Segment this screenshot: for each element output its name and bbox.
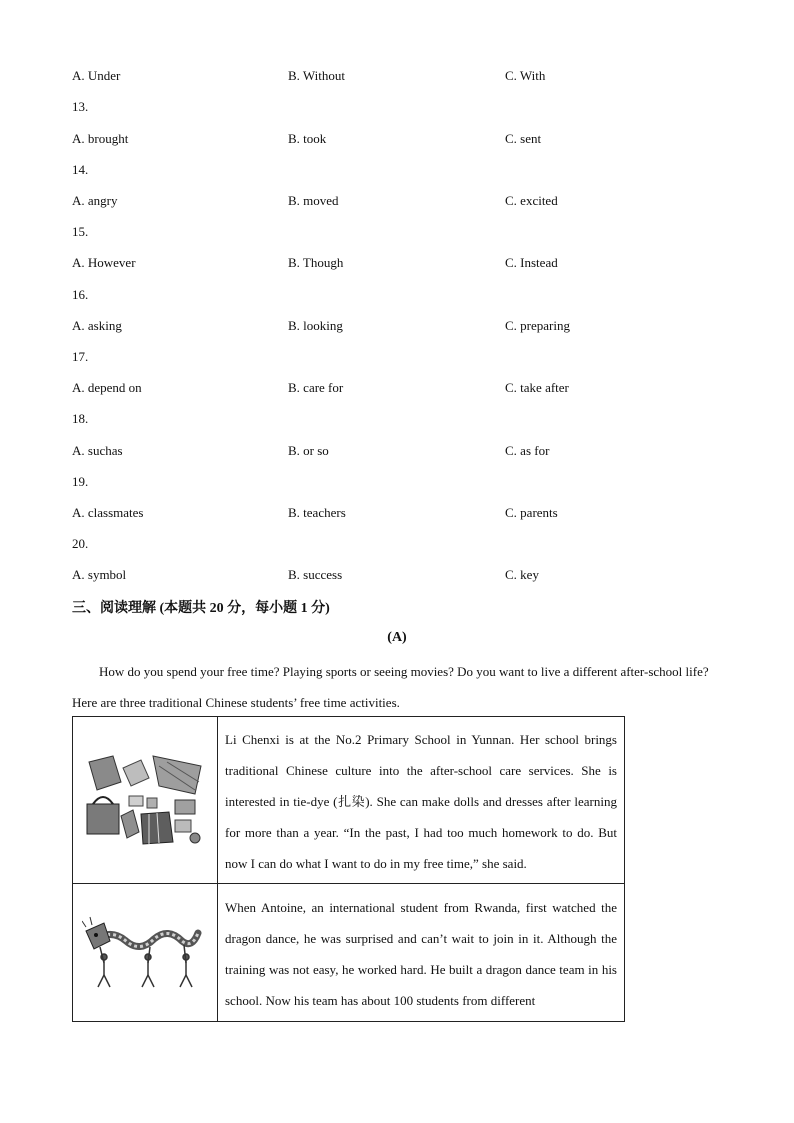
- option-b[interactable]: B. moved: [288, 193, 339, 208]
- question-number: 14.: [72, 162, 89, 177]
- option-a[interactable]: A. depend on: [72, 380, 142, 395]
- option-b[interactable]: B. care for: [288, 380, 344, 395]
- question-number: 18.: [72, 411, 89, 426]
- option-b[interactable]: B. Though: [288, 255, 344, 270]
- option-a[interactable]: A. classmates: [72, 505, 144, 520]
- option-a[interactable]: A. asking: [72, 318, 122, 333]
- passage-label: (A): [387, 630, 407, 645]
- table-row: [73, 717, 625, 884]
- passage-text: When Antoine, an international student from Rwanda, first watched the dragon dance, he was surprised and can’t wait to join in it. Although the training was not easy, he worked hard. He built a dragon dance team in his school. Now his team has about 100 students from different: [218, 884, 625, 1022]
- image-cell: [73, 717, 218, 884]
- question-number: 15.: [72, 224, 89, 239]
- passages-table: [72, 716, 625, 1022]
- option-c[interactable]: C. as for: [505, 443, 550, 458]
- question-number: 16.: [72, 287, 89, 302]
- option-a[interactable]: A. brought: [72, 131, 129, 146]
- option-b[interactable]: B. success: [288, 567, 343, 582]
- question-number: 13.: [72, 99, 89, 114]
- option-c[interactable]: C. Instead: [505, 255, 558, 270]
- option-c[interactable]: C. key: [505, 567, 539, 582]
- question-number: 17.: [72, 349, 89, 364]
- option-a[interactable]: A. Under: [72, 68, 121, 83]
- option-c[interactable]: C. excited: [505, 193, 558, 208]
- question-number: 19.: [72, 474, 89, 489]
- option-b[interactable]: B. looking: [288, 318, 343, 333]
- option-c[interactable]: C. preparing: [505, 318, 570, 333]
- passage-text: Li Chenxi is at the No.2 Primary School in Yunnan. Her school brings traditional Chinese culture into the after-school care services. She is interested in tie-dye (扎染). She can make dolls and dresses after learning for more than a year. “In the past, I had too much homework to do. But now I can do what I want to do in my free time,” she said.: [218, 717, 625, 884]
- option-b[interactable]: B. teachers: [288, 505, 346, 520]
- option-a[interactable]: A. symbol: [72, 567, 127, 582]
- intro-paragraph: [72, 656, 724, 718]
- option-b[interactable]: B. or so: [288, 443, 329, 458]
- option-b[interactable]: B. took: [288, 131, 327, 146]
- option-c[interactable]: C. parents: [505, 505, 558, 520]
- option-c[interactable]: C. sent: [505, 131, 542, 146]
- image-cell: [73, 884, 218, 1022]
- option-a[interactable]: A. However: [72, 255, 136, 270]
- option-a[interactable]: A. suchas: [72, 443, 123, 458]
- option-c[interactable]: C. take after: [505, 380, 569, 395]
- option-c[interactable]: C. With: [505, 68, 546, 83]
- intro-text: How do you spend your free time? Playing sports or seeing movies? Do you want to live a different after-school life? Here are three traditional Chinese students’ free time activities.: [72, 664, 709, 710]
- question-number: 20.: [72, 536, 89, 551]
- table-row: [73, 884, 625, 1022]
- tie-dye-crafts-icon: [83, 752, 207, 848]
- option-b[interactable]: B. Without: [288, 68, 346, 83]
- section-title: 三、阅读理解 (本题共 20 分，每小题 1 分): [72, 601, 330, 616]
- option-a[interactable]: A. angry: [72, 193, 118, 208]
- dragon-dance-icon: [82, 911, 208, 995]
